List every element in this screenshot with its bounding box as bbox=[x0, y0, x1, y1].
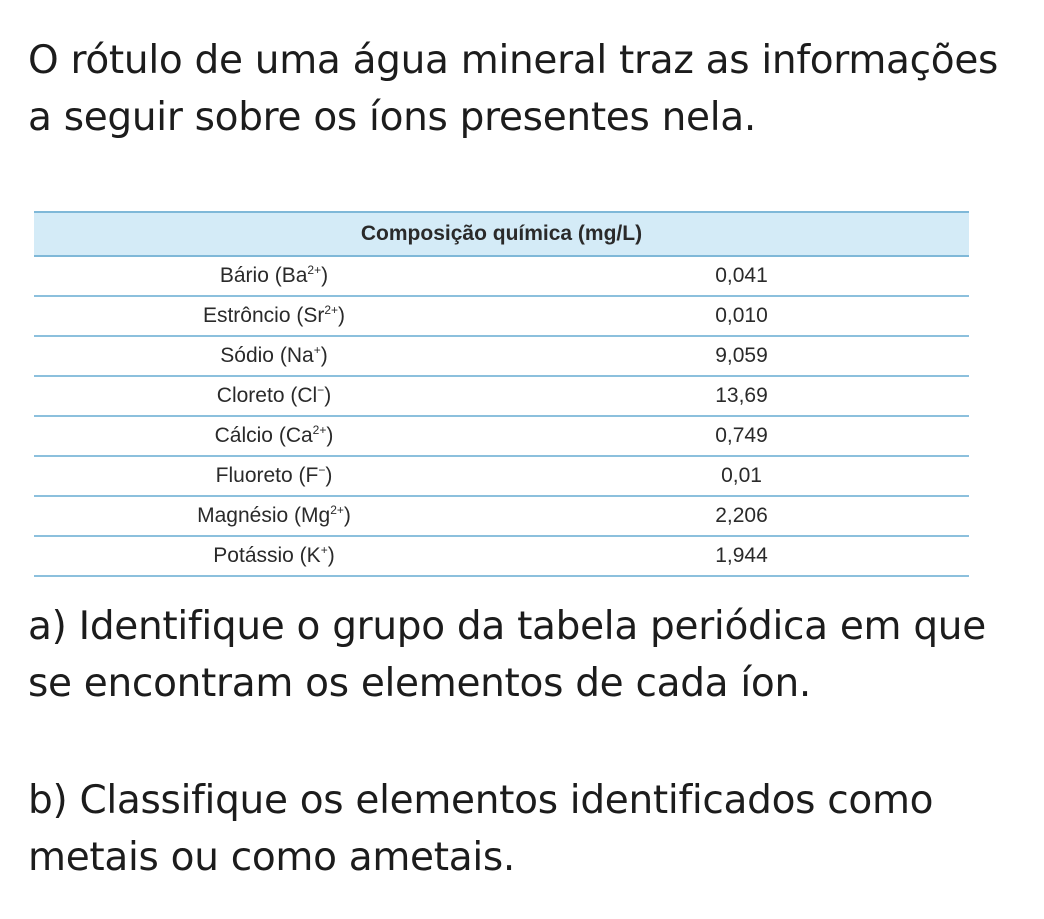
ion-cell: Bário $(Ba^{2+})$ bbox=[34, 256, 514, 296]
composition-table-container bbox=[34, 211, 969, 577]
concentration-value: 1,944 bbox=[715, 544, 768, 567]
ion-name: Fluoreto bbox=[215, 464, 293, 487]
concentration-cell bbox=[514, 496, 969, 536]
table-row bbox=[34, 536, 969, 576]
intro-text: O rótulo de uma água mineral traz as informações a seguir sobre os íons presentes nela. bbox=[28, 38, 999, 140]
ion-name: Sódio bbox=[220, 344, 274, 367]
ion-symbol: Ba bbox=[281, 264, 308, 287]
ion-charge: 2+ bbox=[324, 303, 339, 317]
table-row bbox=[34, 336, 969, 376]
concentration-cell bbox=[514, 456, 969, 496]
concentration-value: 13,69 bbox=[715, 384, 768, 407]
concentration-value: 2,206 bbox=[715, 504, 768, 527]
concentration-cell bbox=[514, 416, 969, 456]
ion-charge: 2+ bbox=[307, 263, 322, 277]
ion-cell: Potássio (K+) bbox=[34, 536, 514, 576]
ion-name: Cálcio bbox=[214, 424, 273, 447]
concentration-value: 0,041 bbox=[715, 264, 768, 287]
ion-cell: Fluoreto (F−) bbox=[34, 456, 514, 496]
ion-name: Magnésio bbox=[197, 504, 289, 527]
composition-table bbox=[34, 211, 969, 577]
table-row bbox=[34, 416, 969, 456]
ion-name: Estrôncio bbox=[202, 304, 291, 327]
question-b-text: b) Classifique os elementos identificados como metais ou como ametais. bbox=[28, 778, 934, 880]
table-row bbox=[34, 256, 969, 296]
concentration-cell bbox=[514, 296, 969, 336]
concentration-cell bbox=[514, 256, 969, 296]
table-row bbox=[34, 496, 969, 536]
ion-symbol: Mg bbox=[301, 504, 331, 527]
ion-charge: − bbox=[317, 383, 325, 397]
ion-name: Cloreto bbox=[216, 384, 285, 407]
concentration-cell bbox=[514, 536, 969, 576]
ion-symbol: Sr bbox=[303, 304, 325, 327]
table-header-row bbox=[34, 212, 969, 256]
ion-cell: Magnésio $(Mg^{2+})$ bbox=[34, 496, 514, 536]
ion-name: Potássio bbox=[213, 544, 294, 567]
ion-cell: Cloreto (Cl−) bbox=[34, 376, 514, 416]
table-row bbox=[34, 296, 969, 336]
concentration-cell bbox=[514, 376, 969, 416]
table-header: Composição química (mg/L) bbox=[34, 212, 969, 256]
question-a-text: a) Identifique o grupo da tabela periódica em que se encontram os elementos de cada íon. bbox=[28, 604, 986, 706]
concentration-value: 0,01 bbox=[721, 464, 762, 487]
table-body bbox=[34, 256, 969, 576]
ion-charge: 2+ bbox=[312, 423, 327, 437]
ion-charge: − bbox=[318, 463, 326, 477]
ion-charge: + bbox=[313, 343, 321, 357]
ion-charge: 2+ bbox=[330, 503, 344, 517]
ion-cell: Estrôncio $(Sr^{2+})$ bbox=[34, 296, 514, 336]
ion-cell: Cálcio $(Ca^{2+})$ bbox=[34, 416, 514, 456]
ion-cell: Sódio (Na+) bbox=[34, 336, 514, 376]
ion-symbol: F bbox=[305, 464, 319, 487]
ion-charge: + bbox=[320, 543, 328, 557]
concentration-value: 0,749 bbox=[715, 424, 768, 447]
ion-symbol: Ca bbox=[285, 424, 313, 447]
table-row bbox=[34, 456, 969, 496]
ion-symbol: K bbox=[306, 544, 321, 567]
ion-symbol: Na bbox=[286, 344, 314, 367]
ion-symbol: Cl bbox=[297, 384, 318, 407]
concentration-value: 0,010 bbox=[715, 304, 768, 327]
ion-name: Bário bbox=[219, 264, 269, 287]
table-row bbox=[34, 376, 969, 416]
concentration-cell bbox=[514, 336, 969, 376]
concentration-value: 9,059 bbox=[715, 344, 768, 367]
